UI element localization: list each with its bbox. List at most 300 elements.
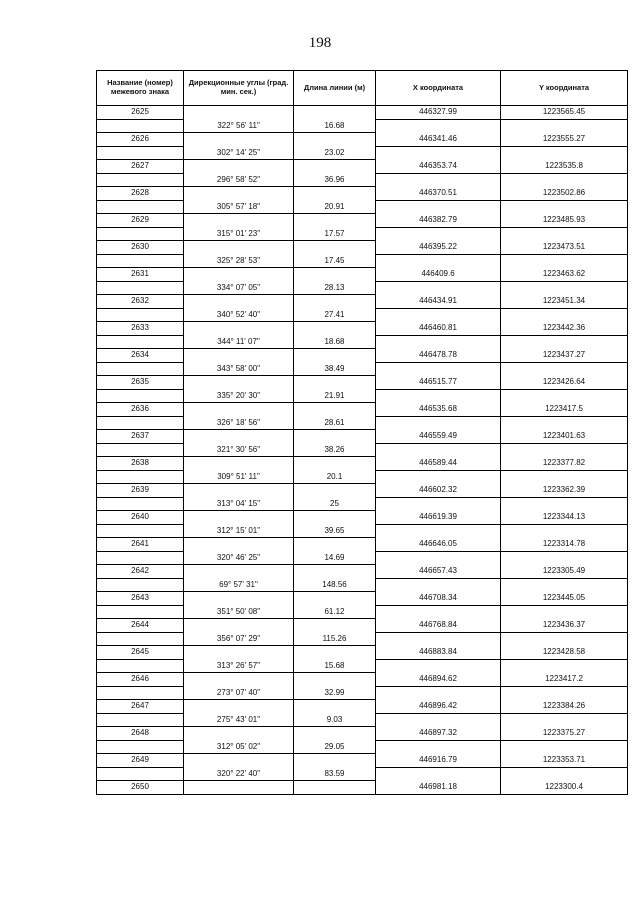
cell-y: [501, 362, 628, 376]
cell-length: [294, 781, 376, 795]
table-row-segment: [97, 551, 628, 565]
cell-angle: 273° 07' 40": [184, 686, 294, 700]
cell-name: [97, 713, 184, 727]
cell-x: [376, 740, 501, 754]
cell-length: 17.45: [294, 254, 376, 268]
header-name: Название (номер) межевого знака: [97, 71, 184, 106]
cell-length: [294, 565, 376, 579]
cell-x: 446341.46: [376, 133, 501, 147]
cell-angle: 305° 57' 18": [184, 200, 294, 214]
cell-x: [376, 254, 501, 268]
page-number: 198: [308, 35, 332, 51]
table-row-point: [97, 673, 628, 687]
cell-length: [294, 484, 376, 498]
cell-angle: 356° 07' 29": [184, 632, 294, 646]
cell-y: 1223502.86: [501, 187, 628, 201]
header-y: Y координата: [501, 71, 628, 106]
cell-y: 1223445.05: [501, 592, 628, 606]
cell-length: 61.12: [294, 605, 376, 619]
cell-x: 446768.84: [376, 619, 501, 633]
cell-y: [501, 524, 628, 538]
cell-angle: 334° 07' 05": [184, 281, 294, 295]
cell-length: 28.61: [294, 416, 376, 430]
table-row-segment: [97, 497, 628, 511]
cell-x: [376, 335, 501, 349]
cell-x: 446353.74: [376, 160, 501, 174]
cell-x: [376, 767, 501, 781]
cell-angle: 313° 04' 15": [184, 497, 294, 511]
cell-x: [376, 227, 501, 241]
cell-x: 446460.81: [376, 322, 501, 336]
cell-name: 2638: [97, 457, 184, 471]
cell-y: [501, 632, 628, 646]
cell-name: 2640: [97, 511, 184, 525]
table-row-point: [97, 457, 628, 471]
table-row-point: [97, 619, 628, 633]
table-row-point: [97, 214, 628, 228]
table-row-point: [97, 241, 628, 255]
cell-angle: 351° 50' 08": [184, 605, 294, 619]
cell-name: [97, 173, 184, 187]
cell-x: [376, 659, 501, 673]
cell-x: [376, 146, 501, 160]
cell-length: [294, 700, 376, 714]
cell-y: [501, 254, 628, 268]
cell-y: 1223463.62: [501, 268, 628, 282]
cell-name: [97, 632, 184, 646]
cell-name: [97, 335, 184, 349]
table-row-segment: [97, 281, 628, 295]
cell-x: [376, 632, 501, 646]
cell-y: [501, 686, 628, 700]
cell-angle: 296° 58' 52": [184, 173, 294, 187]
cell-name: 2646: [97, 673, 184, 687]
cell-length: [294, 322, 376, 336]
cell-x: [376, 524, 501, 538]
table-row-segment: [97, 362, 628, 376]
cell-x: [376, 416, 501, 430]
cell-y: [501, 470, 628, 484]
table-row-segment: [97, 524, 628, 538]
cell-length: 148.56: [294, 578, 376, 592]
cell-angle: [184, 754, 294, 768]
cell-angle: [184, 457, 294, 471]
table-body: [97, 106, 628, 795]
cell-x: [376, 119, 501, 133]
cell-length: [294, 727, 376, 741]
cell-length: [294, 268, 376, 282]
cell-length: 38.49: [294, 362, 376, 376]
cell-name: [97, 119, 184, 133]
cell-angle: 315° 01' 23": [184, 227, 294, 241]
table-row-point: [97, 106, 628, 120]
cell-angle: 312° 15' 01": [184, 524, 294, 538]
cell-name: [97, 443, 184, 457]
cell-angle: [184, 106, 294, 120]
cell-x: [376, 497, 501, 511]
cell-y: 1223344.13: [501, 511, 628, 525]
cell-length: [294, 349, 376, 363]
table-row-segment: [97, 740, 628, 754]
table-row-segment: [97, 578, 628, 592]
cell-name: 2642: [97, 565, 184, 579]
cell-x: 446409.6: [376, 268, 501, 282]
cell-angle: [184, 295, 294, 309]
cell-name: [97, 551, 184, 565]
cell-length: 27.41: [294, 308, 376, 322]
cell-x: 446434.91: [376, 295, 501, 309]
table-row-point: [97, 538, 628, 552]
cell-angle: [184, 430, 294, 444]
cell-angle: [184, 484, 294, 498]
cell-x: 446478.78: [376, 349, 501, 363]
cell-name: 2633: [97, 322, 184, 336]
table-row-point: [97, 268, 628, 282]
cell-y: 1223565.45: [501, 106, 628, 120]
cell-name: [97, 227, 184, 241]
boundary-coordinates-table: [96, 70, 628, 795]
cell-name: 2628: [97, 187, 184, 201]
table-row-point: [97, 403, 628, 417]
cell-angle: [184, 241, 294, 255]
cell-name: 2632: [97, 295, 184, 309]
cell-name: [97, 767, 184, 781]
cell-length: 25: [294, 497, 376, 511]
cell-x: [376, 578, 501, 592]
cell-x: [376, 551, 501, 565]
cell-y: [501, 389, 628, 403]
cell-angle: 326° 18' 56": [184, 416, 294, 430]
cell-y: 1223451.34: [501, 295, 628, 309]
cell-length: [294, 754, 376, 768]
cell-y: 1223384.26: [501, 700, 628, 714]
cell-name: 2630: [97, 241, 184, 255]
cell-length: 20.1: [294, 470, 376, 484]
table-row-segment: [97, 659, 628, 673]
cell-y: [501, 173, 628, 187]
table-row-segment: [97, 335, 628, 349]
cell-angle: 313° 26' 57": [184, 659, 294, 673]
table-row-segment: [97, 389, 628, 403]
cell-x: [376, 200, 501, 214]
cell-name: [97, 740, 184, 754]
cell-name: 2644: [97, 619, 184, 633]
cell-x: [376, 362, 501, 376]
cell-name: [97, 362, 184, 376]
cell-y: 1223375.27: [501, 727, 628, 741]
cell-y: [501, 200, 628, 214]
cell-name: [97, 254, 184, 268]
cell-x: [376, 713, 501, 727]
cell-name: [97, 605, 184, 619]
cell-length: [294, 457, 376, 471]
cell-y: 1223417.2: [501, 673, 628, 687]
cell-x: 446894.62: [376, 673, 501, 687]
cell-length: 16.68: [294, 119, 376, 133]
table-row-point: [97, 700, 628, 714]
cell-name: 2635: [97, 376, 184, 390]
cell-length: 18.68: [294, 335, 376, 349]
table-row-segment: [97, 119, 628, 133]
cell-length: [294, 430, 376, 444]
cell-name: 2631: [97, 268, 184, 282]
cell-x: [376, 308, 501, 322]
table-row-segment: [97, 713, 628, 727]
cell-y: [501, 119, 628, 133]
table-row-point: [97, 565, 628, 579]
cell-name: [97, 470, 184, 484]
cell-x: [376, 470, 501, 484]
cell-name: [97, 308, 184, 322]
cell-length: 32.99: [294, 686, 376, 700]
table-row-point: [97, 430, 628, 444]
cell-angle: 320° 22' 40": [184, 767, 294, 781]
cell-y: 1223485.93: [501, 214, 628, 228]
cell-length: [294, 214, 376, 228]
cell-angle: 312° 05' 02": [184, 740, 294, 754]
table-row-point: [97, 322, 628, 336]
cell-x: 446657.43: [376, 565, 501, 579]
cell-name: 2643: [97, 592, 184, 606]
cell-angle: [184, 646, 294, 660]
cell-length: 23.02: [294, 146, 376, 160]
cell-y: 1223535.8: [501, 160, 628, 174]
cell-angle: 275° 43' 01": [184, 713, 294, 727]
cell-length: [294, 106, 376, 120]
boundary-coordinates-table-wrap: [96, 70, 627, 795]
cell-length: [294, 376, 376, 390]
cell-y: [501, 416, 628, 430]
cell-y: 1223377.82: [501, 457, 628, 471]
cell-angle: 321° 30' 56": [184, 443, 294, 457]
cell-length: 20.91: [294, 200, 376, 214]
cell-name: [97, 146, 184, 160]
cell-name: 2647: [97, 700, 184, 714]
cell-name: 2627: [97, 160, 184, 174]
cell-y: 1223362.39: [501, 484, 628, 498]
table-row-segment: [97, 632, 628, 646]
cell-x: 446896.42: [376, 700, 501, 714]
table-row-point: [97, 376, 628, 390]
cell-name: [97, 389, 184, 403]
cell-angle: [184, 781, 294, 795]
table-header-row: [97, 71, 628, 106]
header-x: X координата: [376, 71, 501, 106]
cell-x: 446708.34: [376, 592, 501, 606]
cell-name: 2650: [97, 781, 184, 795]
cell-angle: [184, 403, 294, 417]
cell-length: [294, 133, 376, 147]
cell-y: 1223436.37: [501, 619, 628, 633]
cell-x: 446382.79: [376, 214, 501, 228]
cell-x: 446981.18: [376, 781, 501, 795]
cell-length: 39.65: [294, 524, 376, 538]
cell-x: [376, 686, 501, 700]
cell-name: [97, 578, 184, 592]
header-angle: Дирекционные углы (град. мин. сек.): [184, 71, 294, 106]
cell-name: [97, 416, 184, 430]
cell-y: [501, 605, 628, 619]
table-row-point: [97, 295, 628, 309]
cell-x: 446602.32: [376, 484, 501, 498]
table-row-segment: [97, 254, 628, 268]
cell-length: 9.03: [294, 713, 376, 727]
cell-angle: 302° 14' 25": [184, 146, 294, 160]
table-row-segment: [97, 308, 628, 322]
cell-name: [97, 686, 184, 700]
cell-y: [501, 227, 628, 241]
table-row-point: [97, 133, 628, 147]
cell-x: 446327.99: [376, 106, 501, 120]
table-row-point: [97, 727, 628, 741]
cell-length: 14.69: [294, 551, 376, 565]
cell-length: [294, 187, 376, 201]
table-row-segment: [97, 146, 628, 160]
cell-y: 1223437.27: [501, 349, 628, 363]
table-row-segment: [97, 470, 628, 484]
cell-y: 1223305.49: [501, 565, 628, 579]
cell-length: [294, 295, 376, 309]
table-row-segment: [97, 200, 628, 214]
cell-x: 446646.05: [376, 538, 501, 552]
cell-y: 1223417.5: [501, 403, 628, 417]
cell-angle: [184, 727, 294, 741]
cell-name: [97, 281, 184, 295]
cell-length: 36.96: [294, 173, 376, 187]
cell-angle: [184, 673, 294, 687]
cell-length: 21.91: [294, 389, 376, 403]
cell-angle: 325° 28' 53": [184, 254, 294, 268]
cell-name: [97, 524, 184, 538]
cell-x: 446916.79: [376, 754, 501, 768]
cell-y: 1223473.51: [501, 241, 628, 255]
cell-length: 29.05: [294, 740, 376, 754]
cell-x: 446559.49: [376, 430, 501, 444]
cell-angle: 344° 11' 07": [184, 335, 294, 349]
cell-y: 1223555.27: [501, 133, 628, 147]
table-row-point: [97, 592, 628, 606]
cell-y: 1223442.36: [501, 322, 628, 336]
cell-x: 446883.84: [376, 646, 501, 660]
header-length: Длина линии (м): [294, 71, 376, 106]
cell-angle: 322° 56' 11": [184, 119, 294, 133]
cell-name: 2648: [97, 727, 184, 741]
cell-x: 446515.77: [376, 376, 501, 390]
cell-y: [501, 335, 628, 349]
cell-angle: 309° 51' 11": [184, 470, 294, 484]
cell-x: [376, 605, 501, 619]
table-row-point: [97, 187, 628, 201]
cell-name: 2645: [97, 646, 184, 660]
cell-x: 446619.39: [376, 511, 501, 525]
cell-angle: [184, 376, 294, 390]
cell-y: [501, 551, 628, 565]
cell-y: [501, 578, 628, 592]
cell-y: 1223428.58: [501, 646, 628, 660]
cell-y: 1223426.64: [501, 376, 628, 390]
cell-length: [294, 673, 376, 687]
cell-name: 2649: [97, 754, 184, 768]
cell-y: [501, 308, 628, 322]
table-row-point: [97, 160, 628, 174]
cell-y: [501, 659, 628, 673]
cell-length: [294, 592, 376, 606]
table-row-point: [97, 754, 628, 768]
cell-angle: [184, 511, 294, 525]
cell-length: [294, 538, 376, 552]
cell-angle: 320° 46' 25": [184, 551, 294, 565]
cell-y: 1223314.78: [501, 538, 628, 552]
cell-name: 2641: [97, 538, 184, 552]
cell-x: 446589.44: [376, 457, 501, 471]
cell-name: 2626: [97, 133, 184, 147]
table-row-point: [97, 511, 628, 525]
cell-angle: [184, 214, 294, 228]
cell-length: 83.59: [294, 767, 376, 781]
cell-y: [501, 740, 628, 754]
cell-y: [501, 146, 628, 160]
cell-y: [501, 767, 628, 781]
table-row-segment: [97, 767, 628, 781]
cell-y: [501, 443, 628, 457]
table-row-segment: [97, 416, 628, 430]
cell-y: 1223300.4: [501, 781, 628, 795]
table-row-segment: [97, 686, 628, 700]
cell-angle: [184, 133, 294, 147]
cell-name: 2639: [97, 484, 184, 498]
cell-x: 446370.51: [376, 187, 501, 201]
cell-length: [294, 511, 376, 525]
cell-name: 2634: [97, 349, 184, 363]
cell-length: 28.13: [294, 281, 376, 295]
cell-angle: 69° 57' 31": [184, 578, 294, 592]
cell-angle: [184, 619, 294, 633]
cell-angle: [184, 538, 294, 552]
table-row-point: [97, 484, 628, 498]
cell-angle: [184, 349, 294, 363]
cell-length: [294, 619, 376, 633]
cell-angle: [184, 565, 294, 579]
cell-length: [294, 241, 376, 255]
cell-angle: 335° 20' 30": [184, 389, 294, 403]
cell-angle: 343° 58' 00": [184, 362, 294, 376]
cell-x: 446535.68: [376, 403, 501, 417]
cell-length: 115.26: [294, 632, 376, 646]
cell-y: 1223401.63: [501, 430, 628, 444]
table-row-segment: [97, 605, 628, 619]
table-row-point: [97, 646, 628, 660]
cell-name: [97, 200, 184, 214]
cell-name: [97, 659, 184, 673]
cell-y: 1223353.71: [501, 754, 628, 768]
cell-y: [501, 713, 628, 727]
cell-angle: [184, 268, 294, 282]
cell-angle: [184, 322, 294, 336]
cell-x: [376, 389, 501, 403]
cell-length: [294, 646, 376, 660]
cell-length: [294, 160, 376, 174]
table-row-segment: [97, 227, 628, 241]
cell-x: [376, 173, 501, 187]
cell-angle: [184, 187, 294, 201]
cell-x: 446395.22: [376, 241, 501, 255]
cell-length: 38.26: [294, 443, 376, 457]
cell-y: [501, 281, 628, 295]
cell-angle: [184, 160, 294, 174]
cell-length: [294, 403, 376, 417]
cell-angle: 340° 52' 40": [184, 308, 294, 322]
cell-angle: [184, 700, 294, 714]
